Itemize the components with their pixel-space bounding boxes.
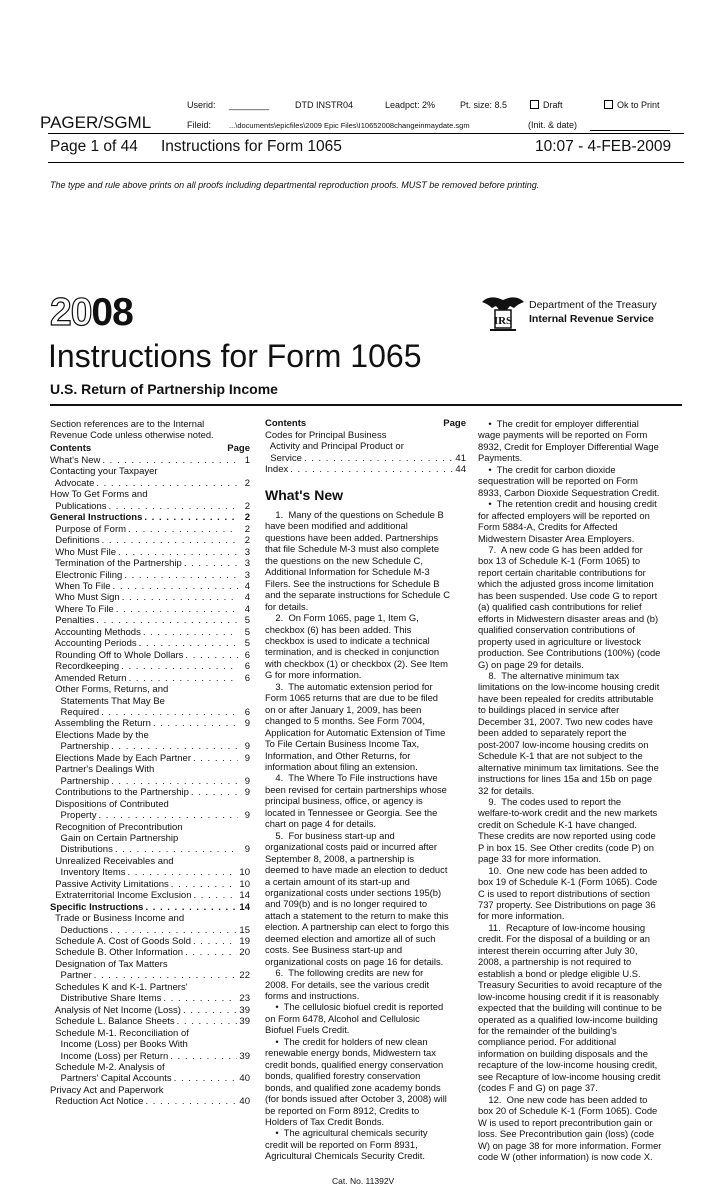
toc-entry[interactable] xyxy=(50,1039,250,1050)
toc-entry-title: Service xyxy=(265,452,302,464)
toc-entry-title: Reduction Act Notice xyxy=(50,1096,144,1108)
title-rule xyxy=(50,404,682,406)
toc-entry-title: Elections Made by the xyxy=(50,729,149,741)
svg-text:IRS: IRS xyxy=(493,315,513,327)
toc-leader-dots xyxy=(153,718,238,729)
toc-entry-page: 39 xyxy=(239,1004,250,1016)
toc1-contents-label: Contents xyxy=(50,443,92,454)
toc-entry-page: 44 xyxy=(455,464,466,476)
toc-entry[interactable] xyxy=(50,1028,250,1039)
toc-entry[interactable] xyxy=(50,890,250,901)
toc-entry[interactable] xyxy=(50,570,250,581)
toc-entry-title: Accounting Periods xyxy=(50,638,137,650)
toc-entry-page: 9 xyxy=(244,810,250,822)
toc-entry[interactable] xyxy=(50,673,250,684)
intro-text: Section references are to the Internal Revenue Code unless otherwise noted. xyxy=(50,418,214,441)
toc-leader-dots xyxy=(139,638,238,649)
toc-entry-title: Privacy Act and Paperwork xyxy=(50,1084,164,1096)
toc-entry[interactable] xyxy=(50,466,250,477)
toc-entry-title: Dispositions of Contributed xyxy=(50,798,169,810)
toc-entry[interactable] xyxy=(50,455,250,466)
toc-leader-dots xyxy=(194,890,238,901)
init-date-line xyxy=(590,130,670,131)
toc-entry-title: Recordkeeping xyxy=(50,661,120,673)
leadpct-label: Leadpct: 2% xyxy=(385,100,436,110)
toc-leader-dots xyxy=(170,1051,237,1062)
toc-entry-page: 9 xyxy=(244,787,250,799)
toc-entry-page: 2 xyxy=(244,512,250,524)
toc-entry[interactable] xyxy=(50,947,250,958)
catalog-number: Cat. No. 11392V xyxy=(332,1176,395,1186)
toc-entry[interactable] xyxy=(50,856,250,867)
toc-leader-dots xyxy=(191,787,238,798)
toc-entry-page: 41 xyxy=(455,452,466,464)
year-bold: 08 xyxy=(91,291,133,334)
init-date-label: (Init. & date) xyxy=(528,120,578,130)
toc-entry[interactable] xyxy=(50,741,250,752)
toc-leader-dots xyxy=(109,501,238,512)
irs-label: Internal Revenue Service xyxy=(529,313,654,325)
toc-leader-dots xyxy=(111,741,238,752)
toc-entry[interactable] xyxy=(50,718,250,729)
toc-entry-title: Statements That May Be xyxy=(50,695,165,707)
toc-entry-title: Inventory Items xyxy=(50,867,126,879)
toc-entry-page: 20 xyxy=(239,947,250,959)
toc-entry-title: Partner xyxy=(50,970,92,982)
toc-entry-title: How To Get Forms and xyxy=(50,489,148,501)
toc-leader-dots xyxy=(98,810,238,821)
toc-entry-page: 40 xyxy=(239,1073,250,1085)
toc-entry-title: Income (Loss) per Books With xyxy=(50,1039,188,1051)
toc-entry-title: Distributive Share Items xyxy=(50,993,162,1005)
toc-entry-page: 6 xyxy=(244,706,250,718)
toc-entry-page: 9 xyxy=(244,752,250,764)
toc-entry[interactable] xyxy=(50,822,250,833)
toc-entry[interactable] xyxy=(50,592,250,603)
toc-entry-title: What's New xyxy=(50,455,101,466)
toc-entry-page: 14 xyxy=(239,901,250,913)
toc-entry-page: 14 xyxy=(239,890,250,902)
toc-entry-title: Penalties xyxy=(50,615,95,627)
toc-entry-page: 5 xyxy=(244,615,250,627)
page-title: Instructions for Form 1065 xyxy=(48,338,422,374)
toc-entry-page: 9 xyxy=(244,741,250,753)
toc-leader-dots xyxy=(124,570,238,581)
toc-entry[interactable] xyxy=(50,787,250,798)
whats-new-heading: What's New xyxy=(265,487,344,503)
fileid-value: ...\documents\epicfiles\2009 Epic Files\I10652008changeinmaydate.sgm xyxy=(229,121,470,130)
whats-new-column-2: 1. Many of the questions on Schedule B have been modified and additional questions have been added. Partnerships that file Schedule M-3 must also complete the questions on the new Schedule C, Additional Information for Schedule M-3 Filers. See the instructions for Schedule B and the separate instructions for Schedule C for details. 2. On Form 1065, page 1, Item G, checkbox (6) has been added. This checkbox is used to indicate a technical termination, and is checked in conjunction with checkbox (1) or checkbox (2). See Item G for more information. 3. The automatic extension period for Form 1065 returns that are due to be filed on or after January 1, 2009, has been changed to 5 months. See Form 7004, Application for Automatic Extension of Time To File Certain Business Income Tax, Information, and Other Returns, for information about filing an extension. 4. The Where To File instructions have been revised for certain partnerships whose principal business, office, or agency is located in Tennessee or Georgia. See the chart on page 4 for details. 5. For business start-up and organizational costs paid or incurred after September 8, 2008, a partnership is deemed to have made an election to deduct a certain amount of its start-up and organizational costs under sections 195(b) and 709(b) and is no longer required to attach a statement to the return to make this election. A partnership can elect to forgo this deemed election and amortize all of such costs. See Business start-up and organizational costs on page 16 for details. 6. The following credits are new for 2008. For details, see the various credit forms and instructions. • The cellulosic biofuel credit is reported on Form 6478, Alcohol and Cellulosic Biofuel Fuels Credit. • The credit for holders of new clean renewable energy bonds, Midwestern tax credit bonds, qualified energy conservation bonds, qualified forestry conservation bonds, and qualified zone academy bonds (for bonds issued after October 3, 2008) will be reported on Form 8912, Credits to Holders of Tax Credit Bonds. • The agricultural chemicals security credit will be reported on Form 8931, Agricultural Chemicals Security Credit. xyxy=(265,509,451,1162)
toc-entry-title: Passive Activity Limitations xyxy=(50,878,169,890)
toc-entry-title: Schedule A. Cost of Goods Sold xyxy=(50,936,192,948)
toc-entry-title: Purpose of Form xyxy=(50,523,127,535)
toc-entry-page: 4 xyxy=(244,592,250,604)
toc-entry-title: Extraterritorial Income Exclusion xyxy=(50,890,192,902)
toc-entry[interactable] xyxy=(50,844,250,855)
toc-leader-dots xyxy=(121,661,238,672)
toc-entry-title: Where To File xyxy=(50,603,114,615)
toc-entry[interactable] xyxy=(50,867,250,878)
toc-entry[interactable] xyxy=(50,558,250,569)
toc-entry[interactable] xyxy=(50,581,250,592)
toc-entry-title: Partnership xyxy=(50,741,110,753)
ptsize-label: Pt. size: 8.5 xyxy=(460,100,508,110)
draft-checkbox[interactable] xyxy=(530,100,539,109)
toc-leader-dots xyxy=(145,1096,237,1107)
toc-entry-title: Advocate xyxy=(50,477,95,489)
toc-entry-page: 19 xyxy=(239,936,250,948)
toc-entry[interactable] xyxy=(50,936,250,947)
toc-entry-page: 4 xyxy=(244,580,250,592)
toc-entry-title: Gain on Certain Partnership xyxy=(50,832,179,844)
toc-entry-page: 23 xyxy=(239,993,250,1005)
toc-entry-page: 2 xyxy=(244,477,250,489)
toc-entry-page: 5 xyxy=(244,638,250,650)
toc-entry-page: 6 xyxy=(244,649,250,661)
toc-entry-title: Termination of the Partnership xyxy=(50,558,182,570)
toc-entry[interactable] xyxy=(50,684,250,695)
toc-entry-title: Partners' Capital Accounts xyxy=(50,1073,172,1085)
toc-leader-dots xyxy=(96,478,238,489)
toc-entry[interactable] xyxy=(50,879,250,890)
toc-leader-dots xyxy=(110,925,237,936)
toc-leader-dots xyxy=(304,453,453,464)
toc-leader-dots xyxy=(177,1016,238,1027)
toc-entry-title: Trade or Business Income and xyxy=(50,913,185,925)
toc-entry-page: 4 xyxy=(244,603,250,615)
toc-entry[interactable] xyxy=(50,489,250,500)
toc2-list xyxy=(265,430,466,476)
page-of-label: Page 1 of 44 xyxy=(50,138,138,155)
proof-note: The type and rule above prints on all proofs including departmental reproduction proofs. MUST be removed before printing. xyxy=(50,180,540,190)
toc-leader-dots xyxy=(116,604,238,615)
page-subtitle: U.S. Return of Partnership Income xyxy=(50,381,278,397)
toc-entry[interactable] xyxy=(50,547,250,558)
toc-entry[interactable] xyxy=(50,982,250,993)
toc-entry-title: Partner's Dealings With xyxy=(50,764,155,776)
toc-entry-page: 2 xyxy=(244,535,250,547)
toc-leader-dots xyxy=(183,1005,237,1016)
toc-entry[interactable] xyxy=(50,627,250,638)
ok-to-print-checkbox[interactable] xyxy=(604,100,613,109)
toc-leader-dots xyxy=(102,455,238,466)
toc-entry-page: 3 xyxy=(244,546,250,558)
toc-entry-page: 2 xyxy=(244,523,250,535)
toc-leader-dots xyxy=(290,464,453,475)
toc-entry[interactable] xyxy=(50,604,250,615)
toc-entry-title: Accounting Methods xyxy=(50,626,141,638)
toc-entry[interactable] xyxy=(50,1051,250,1062)
toc-entry-page: 9 xyxy=(244,775,250,787)
toc-entry[interactable] xyxy=(50,1016,250,1027)
toc-entry[interactable] xyxy=(50,512,250,523)
toc-entry-title: Elections Made by Each Partner xyxy=(50,752,191,764)
toc1-list xyxy=(50,455,250,1108)
toc-entry[interactable] xyxy=(50,1062,250,1073)
toc-entry[interactable] xyxy=(265,464,466,475)
draft-label: Draft xyxy=(543,100,563,110)
toc-entry[interactable] xyxy=(50,913,250,924)
toc-leader-dots xyxy=(122,592,238,603)
dtd-label: DTD INSTR04 xyxy=(295,100,354,110)
toc-entry-page: 39 xyxy=(239,1016,250,1028)
toc-leader-dots xyxy=(143,627,238,638)
toc-entry-title: Schedule M-1. Reconciliation of xyxy=(50,1027,189,1039)
toc-entry-title: Definitions xyxy=(50,535,100,547)
toc-leader-dots xyxy=(193,936,237,947)
toc-entry-title: Unrealized Receivables and xyxy=(50,855,174,867)
toc-leader-dots xyxy=(128,524,238,535)
toc-entry[interactable] xyxy=(50,925,250,936)
toc-entry-page: 6 xyxy=(244,672,250,684)
toc-entry[interactable] xyxy=(50,833,250,844)
toc1-page-label: Page xyxy=(227,443,250,454)
draft-option[interactable] xyxy=(530,100,563,110)
toc-leader-dots xyxy=(163,993,237,1004)
toc-leader-dots xyxy=(96,615,238,626)
toc-entry[interactable] xyxy=(50,959,250,970)
year-label xyxy=(50,292,133,334)
toc-leader-dots xyxy=(118,547,238,558)
toc-entry[interactable] xyxy=(50,970,250,981)
irs-eagle-logo-icon xyxy=(480,294,526,334)
toc-leader-dots xyxy=(128,867,238,878)
toc-entry-title: Partnership xyxy=(50,775,110,787)
userid-label: Userid: xyxy=(187,100,216,110)
toc-entry-page: 9 xyxy=(244,844,250,856)
header-doc-title: Instructions for Form 1065 xyxy=(161,138,342,155)
toc-entry[interactable] xyxy=(50,650,250,661)
header-rule-bottom xyxy=(48,162,684,163)
header-rule-top xyxy=(48,133,684,134)
toc-entry-title: Assembling the Return xyxy=(50,718,151,730)
toc-entry-page: 5 xyxy=(244,626,250,638)
header-timestamp: 10:07 - 4-FEB-2009 xyxy=(535,138,672,155)
toc-entry[interactable] xyxy=(50,1096,250,1107)
toc-entry-title: Schedules K and K-1. Partners' xyxy=(50,981,188,993)
toc-entry[interactable] xyxy=(50,993,250,1004)
toc-entry-title: Schedule M-2. Analysis of xyxy=(50,1062,165,1074)
toc-entry[interactable] xyxy=(50,764,250,775)
toc-entry-title: General Instructions xyxy=(50,512,143,524)
toc-entry-title: Required xyxy=(50,706,100,718)
toc-entry-title: Contacting your Taxpayer xyxy=(50,466,158,478)
toc-entry[interactable] xyxy=(50,730,250,741)
toc-entry-page: 9 xyxy=(244,718,250,730)
toc-entry-page: 40 xyxy=(239,1096,250,1108)
toc-leader-dots xyxy=(185,947,237,958)
toc-entry-title: Designation of Tax Matters xyxy=(50,958,168,970)
dept-label: Department of the Treasury xyxy=(529,299,657,311)
toc-entry-page: 3 xyxy=(244,558,250,570)
toc-entry-title: Amended Return xyxy=(50,672,127,684)
toc-entry[interactable] xyxy=(50,1005,250,1016)
toc-leader-dots xyxy=(111,776,238,787)
toc-entry-title: Schedule B. Other Information xyxy=(50,947,184,959)
pager-label: PAGER/SGML xyxy=(40,113,152,132)
toc-entry-title: Electronic Filing xyxy=(50,569,123,581)
toc-entry-title: Property xyxy=(50,810,97,822)
toc-entry[interactable] xyxy=(50,1073,250,1084)
toc-entry-title: Who Must Sign xyxy=(50,592,120,604)
toc-entry-title: Distributions xyxy=(50,844,113,856)
toc-entry-page: 39 xyxy=(239,1050,250,1062)
toc-entry-title: Rounding Off to Whole Dollars xyxy=(50,649,184,661)
toc-entry[interactable] xyxy=(50,535,250,546)
toc-entry[interactable] xyxy=(50,638,250,649)
userid-value: ________ xyxy=(229,100,270,110)
toc-entry-title: When To File xyxy=(50,580,111,592)
toc-entry-title: Contributions to the Partnership xyxy=(50,787,189,799)
toc-entry-page: 3 xyxy=(244,569,250,581)
toc-entry-title: Index xyxy=(265,464,289,476)
toc-entry[interactable] xyxy=(50,696,250,707)
toc2-page-label: Page xyxy=(443,418,466,429)
toc-entry-title: Who Must File xyxy=(50,546,116,558)
toc-entry-page: 22 xyxy=(239,970,250,982)
toc-leader-dots xyxy=(144,512,238,523)
toc-entry[interactable] xyxy=(50,501,250,512)
toc-entry-title: Deductions xyxy=(50,924,109,936)
toc2-header xyxy=(265,418,466,429)
toc-entry-title: Recognition of Precontribution xyxy=(50,821,183,833)
toc-entry[interactable] xyxy=(50,776,250,787)
toc-entry[interactable] xyxy=(50,661,250,672)
fileid-label: Fileid: xyxy=(187,120,212,130)
toc-entry[interactable] xyxy=(265,441,466,452)
toc-entry-title: Income (Loss) per Return xyxy=(50,1050,169,1062)
toc-leader-dots xyxy=(193,753,238,764)
toc-leader-dots xyxy=(184,558,238,569)
whats-new-column-3: • The credit for employer differential wage payments will be reported on Form 8932, Credit for Employer Differential Wage Payments. • The credit for carbon dioxide sequestration will be reported on Form 8933, Carbon Dioxide Sequestration Credit. • The retention credit and housing credit for affected employers will be reported on Form 5884-A, Credits for Affected Midwestern Disaster Area Employers. 7. A new code G has been added for box 13 of Schedule K-1 (Form 1065) to report certain charitable contributions for which the adjusted gross income limitation has been suspended. Use code G to report (a) qualified cash contributions for relief efforts in Midwestern disaster areas and (b) qualified conservation contributions of property used in agriculture or livestock production. See Contributions (100%) (code G) on page 29 for details. 8. The alternative minimum tax limitations on the low-income housing credit have been repealed for credits attributable to buildings placed in service after December 31, 2007. Two new codes have been added to separately report the post-2007 low-income housing credits on Schedule K-1 that are not subject to the alternative minimum tax limitations. See the instructions for lines 15a and 15b on page 32 for details. 9. The codes used to report the welfare-to-work credit and the new markets credit on Schedule K-1 have changed. These credits are now reported using code P in box 15. See Other credits (code P) on page 33 for more information. 10. One new code has been added to box 19 of Schedule K-1 (Form 1065). Code C is used to report distributions of section 737 property. See Distributions on page 36 for more information. 11. Recapture of low-income housing credit. For the disposal of a building or an interest therein occurring after July 30, 2008, a partnership is not required to establish a bond or pledge eligible U.S. Treasury Securities to avoid recapture of the low-income housing credit if it is reasonably expected that the building will continue to be operated as a qualified low-income building for the remainder of the building's compliance period. For additional information on building disposals and the recapture of the low-income housing credit, see Recapture of low-income housing credit (codes F and G) on page 37. 12. One new code has been added to box 20 of Schedule K-1 (Form 1065). Code W is used to report precontribution gain or loss. See Precontribution gain (loss) (code W) on page 38 for more information. Former code W (other information) is now code X. xyxy=(478,418,663,1162)
toc-entry[interactable] xyxy=(265,430,466,441)
toc-leader-dots xyxy=(185,650,238,661)
toc-entry-title: Analysis of Net Income (Loss) xyxy=(50,1004,181,1016)
ok-to-print-option[interactable] xyxy=(604,100,660,110)
toc-leader-dots xyxy=(171,879,238,890)
toc-entry-title: Specific Instructions xyxy=(50,901,144,913)
toc2-contents-label: Contents xyxy=(265,418,307,429)
toc-leader-dots xyxy=(115,844,238,855)
toc-entry-page: 6 xyxy=(244,661,250,673)
toc-entry[interactable] xyxy=(50,902,250,913)
toc-entry[interactable] xyxy=(50,799,250,810)
toc-leader-dots xyxy=(113,581,238,592)
toc-entry[interactable] xyxy=(50,810,250,821)
ok-to-print-label: Ok to Print xyxy=(617,100,660,110)
year-outline: 20 xyxy=(50,291,92,334)
toc-entry-page: 10 xyxy=(239,878,250,890)
toc-leader-dots xyxy=(174,1073,238,1084)
toc-entry[interactable] xyxy=(50,615,250,626)
toc-entry[interactable] xyxy=(265,453,466,464)
toc-leader-dots xyxy=(101,707,238,718)
toc-entry-title: Schedule L. Balance Sheets xyxy=(50,1016,175,1028)
toc-entry[interactable] xyxy=(50,753,250,764)
toc-leader-dots xyxy=(94,970,238,981)
toc-entry-page: 10 xyxy=(239,867,250,879)
toc-entry-title: Codes for Principal Business xyxy=(265,430,387,441)
toc-entry-page: 1 xyxy=(244,455,250,466)
toc-entry-page: 15 xyxy=(239,924,250,936)
toc-entry-title: Activity and Principal Product or xyxy=(265,441,404,453)
toc-leader-dots xyxy=(145,902,237,913)
toc-leader-dots xyxy=(102,535,238,546)
toc-entry-title: Publications xyxy=(50,500,107,512)
toc-entry[interactable] xyxy=(50,524,250,535)
toc-entry[interactable] xyxy=(50,707,250,718)
toc-entry[interactable] xyxy=(50,1085,250,1096)
toc1-header xyxy=(50,443,250,454)
toc-entry[interactable] xyxy=(50,478,250,489)
toc-leader-dots xyxy=(129,673,238,684)
toc-entry-page: 2 xyxy=(244,500,250,512)
toc-entry-title: Other Forms, Returns, and xyxy=(50,684,169,696)
